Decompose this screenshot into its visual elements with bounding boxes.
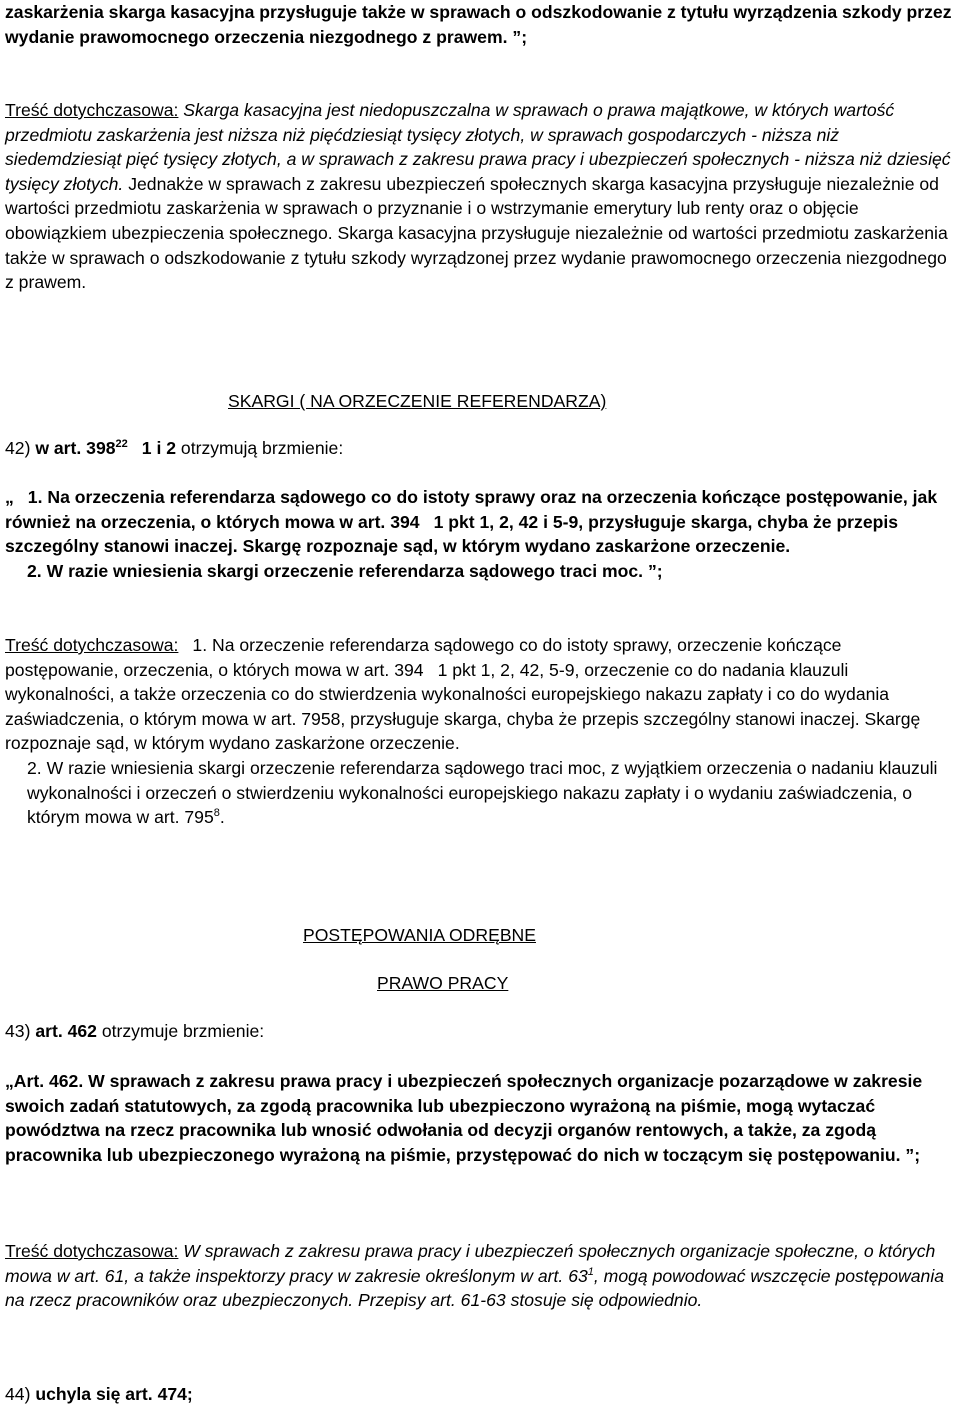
paragraph-number: 1.: [27, 487, 43, 507]
closing-quote: ”;: [647, 560, 663, 581]
section-heading-skargi: SKARGI ( NA ORZECZENIE REFERENDARZA): [228, 391, 607, 411]
previous-wording-italic: Skarga kasacyjna jest niedopuszczalna w sprawach o prawa majątkowe, w których wartość przedmiotu zaskarżenia jest niższa niż pięćdziesiąt tysięcy złotych, w sprawach gospodarczych - niższa niż siedemdziesiąt pięć tysięcy złotych, a w sprawach z zakresu prawa pracy i ubezpieczeń społecznych - niższa niż dziesięć tysięcy złotych.: [5, 100, 951, 194]
new-wording-paragraph-2: [5, 559, 957, 584]
previous-wording-superscript: 1: [587, 1265, 594, 1278]
previous-wording-label: Treść dotychczasowa:: [5, 100, 179, 120]
previous-wording-label: Treść dotychczasowa:: [5, 1241, 179, 1261]
item-tail: otrzymuje brzmienie:: [101, 1021, 265, 1041]
paragraph-number: 2.: [27, 757, 42, 778]
new-wording-block-43: [5, 1069, 957, 1167]
paragraph-text-a: Na orzeczenia referendarza sądowego co do istoty sprawy oraz na orzeczenia kończące postępowanie, jak również na orzeczenia, o których mowa w art. 394: [5, 487, 938, 532]
previous-wording-block-3: [5, 1239, 957, 1313]
article-reference: art. 462: [35, 1021, 97, 1041]
paragraph-text-b: 1 pkt 1, 2, 42 i 5-9, przysługuje skarga, chyba że przepis szczególny stanowi inaczej. Skargę rozpoznaje sąd, w którym wydano zaskarżone orzeczenie.: [5, 511, 899, 557]
item-tail: otrzymują brzmienie:: [180, 438, 344, 458]
new-wording-paragraph-1: [5, 485, 957, 559]
previous-wording-label: Treść dotychczasowa:: [5, 635, 179, 655]
new-wording-block-42: [5, 485, 957, 583]
section-heading-prawo-pracy: PRAWO PRACY: [377, 973, 509, 993]
paragraph-text-b: 1 pkt 1, 2, 42, 5-9, orzeczenie co do nadania klauzuli wykonalności, a także orzeczenia co do stwierdzenia wykonalności europejskiego nakazu zapłaty i co do wydania zaświadczenia, o którym mowa w art. 7958, przysługuje skarga, chyba że przepis szczególny stanowi inaczej. Skargę rozpoznaje sąd, w którym wydano zaskarżone orzeczenie.: [5, 659, 921, 754]
article-reference: w art. 398: [35, 438, 116, 458]
paragraph-reference: 1 i 2: [141, 438, 177, 458]
item-number: 43): [5, 1021, 31, 1041]
item-number: 42): [5, 438, 31, 458]
previous-wording-paragraph-2: [5, 756, 957, 830]
paragraph-text: W razie wniesienia skargi orzeczenie referendarza sądowego traci moc.: [46, 560, 644, 581]
previous-wording-block-2: [5, 633, 957, 830]
closing-quote: ”;: [512, 26, 528, 47]
previous-wording-italic-a: W sprawach z zakresu prawa pracy i ubezpieczeń społecznych organizacje społeczne, o których mowa w art. 61, a także inspektorzy pracy w zakresie określonym w art. 63: [5, 1241, 936, 1286]
paragraph-superscript: 8: [213, 807, 220, 820]
paragraph-end: .: [219, 807, 225, 828]
opening-quote: „: [5, 487, 14, 507]
amendment-continuation: [5, 0, 957, 49]
closing-quote: ”;: [905, 1144, 921, 1165]
item-number: 44): [5, 1384, 31, 1404]
paragraph-number: 1.: [192, 635, 208, 655]
amendment-item-43: [5, 1019, 957, 1044]
section-heading-postepowania: POSTĘPOWANIA ODRĘBNE: [303, 925, 536, 945]
continuation-text: zaskarżenia skarga kasacyjna przysługuje także w sprawach o odszkodowanie z tytułu wyrządzenia szkody przez wydanie prawomocnego orzeczenia niezgodnego z prawem.: [5, 2, 952, 47]
paragraph-text: W razie wniesienia skargi orzeczenie referendarza sądowego traci moc, z wyjątkiem orzeczenia o nadaniu klauzuli wykonalności i orzeczeń o stwierdzeniu wykonalności europejskiego nakazu zapłaty i o wydaniu zaświadczenia, o którym mowa w art. 795: [27, 757, 938, 828]
previous-wording-block-1: [5, 98, 957, 295]
article-superscript: 22: [115, 438, 128, 451]
paragraph-number: 2.: [27, 560, 42, 581]
previous-wording-normal: Jednakże w sprawach z zakresu ubezpieczeń społecznych skarga kasacyjna przysługuje niezależnie od wartości przedmiotu zaskarżenia w sprawach o przyznanie i o wstrzymanie emerytury lub renty oraz o objęcie obowiązkiem ubezpieczenia społecznego. Skarga kasacyjna przysługuje niezależnie od wartości przedmiotu zaskarżenia także w sprawach o odszkodowanie z tytułu szkody wyrządzonej przez wydanie prawomocnego orzeczenia niezgodnego z prawem.: [5, 173, 948, 293]
previous-wording-paragraph-1: [5, 633, 957, 756]
paragraph-text-a: Na orzeczenie referendarza sądowego co do istoty sprawy, orzeczenie kończące postępowanie, orzeczenia, o których mowa w art. 394: [5, 635, 842, 680]
previous-wording-italic-b: , mogą powodować wszczęcie postępowania na rzecz pracowników oraz ubezpieczonych. Przepisy art. 61-63 stosuje się odpowiednio.: [5, 1265, 945, 1311]
opening-quote: „: [5, 1071, 14, 1091]
amendment-item-44: [5, 1382, 957, 1407]
new-wording-text: Art. 462. W sprawach z zakresu prawa pracy i ubezpieczeń społecznych organizacje pozarządowe w zakresie swoich zadań statutowych, za zgodą pracownika lub ubezpieczono wyrażoną na piśmie, mogą wytaczać powództwa na rzecz pracownika lub wnosić odwołania od decyzji organów rentowych, a także, za zgodą pracownika lub ubezpieczonego wyrażoną na piśmie, przystępować do nich w toczącym się postępowaniu.: [5, 1071, 923, 1165]
item-text: uchyla się art. 474;: [35, 1384, 193, 1404]
amendment-item-42: [5, 436, 957, 461]
